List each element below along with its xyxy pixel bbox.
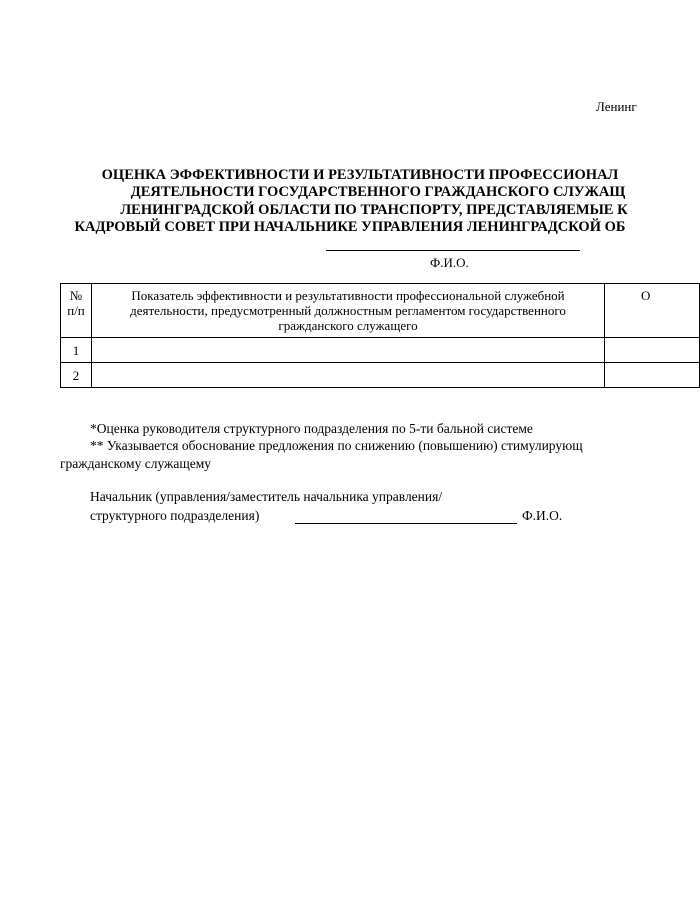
table-header-row [61,284,700,338]
title-line-4: КАДРОВЫЙ СОВЕТ ПРИ НАЧАЛЬНИКЕ УПРАВЛЕНИЯ ЛЕНИНГРАДСКОЙ ОБ [74,219,626,235]
header-location-text: Ленинг [596,99,637,114]
header-score: О [605,284,700,338]
row-num: 1 [61,338,92,363]
title-line-2: ДЕЯТЕЛЬНОСТИ ГОСУДАРСТВЕННОГО ГРАЖДАНСКОГО СЛУЖАЩ [130,184,626,200]
indicators-table [60,283,700,388]
fio-label: Ф.И.О. [430,255,469,270]
header-indicator: Показатель эффективности и результативности профессиональной служебной деятельности, предусмотренный должностным регламентом государственного гражданского служащего [92,284,605,338]
row-indicator[interactable] [92,363,605,388]
title-line-3: ЛЕНИНГРАДСКОЙ ОБЛАСТИ ПО ТРАНСПОРТУ, ПРЕДСТАВЛЯЕМЫЕ К [120,202,628,218]
header-num: № п/п [61,284,92,338]
signature-underline [295,523,517,524]
fio-underline [326,250,580,251]
row-indicator[interactable] [92,338,605,363]
signature-fio: Ф.И.О. [522,508,563,523]
table-row [61,363,700,388]
footnote-2-line-2: гражданскому служащему [60,456,212,471]
row-num: 2 [61,363,92,388]
table-row [61,338,700,363]
footnote-2-line-1: ** Указывается обоснование предложения по снижению (повышению) стимулирующ [90,438,583,453]
signature-title-line-2: структурного подразделения) [90,508,260,523]
row-score[interactable] [605,363,700,388]
title-line-1: ОЦЕНКА ЭФФЕКТИВНОСТИ И РЕЗУЛЬТАТИВНОСТИ ПРОФЕССИОНАЛ [101,167,619,183]
signature-title-line-1: Начальник (управления/заместитель начальника управления/ [90,489,443,504]
footnote-1: *Оценка руководителя структурного подразделения по 5-ти бальной системе [90,421,533,436]
row-score[interactable] [605,338,700,363]
